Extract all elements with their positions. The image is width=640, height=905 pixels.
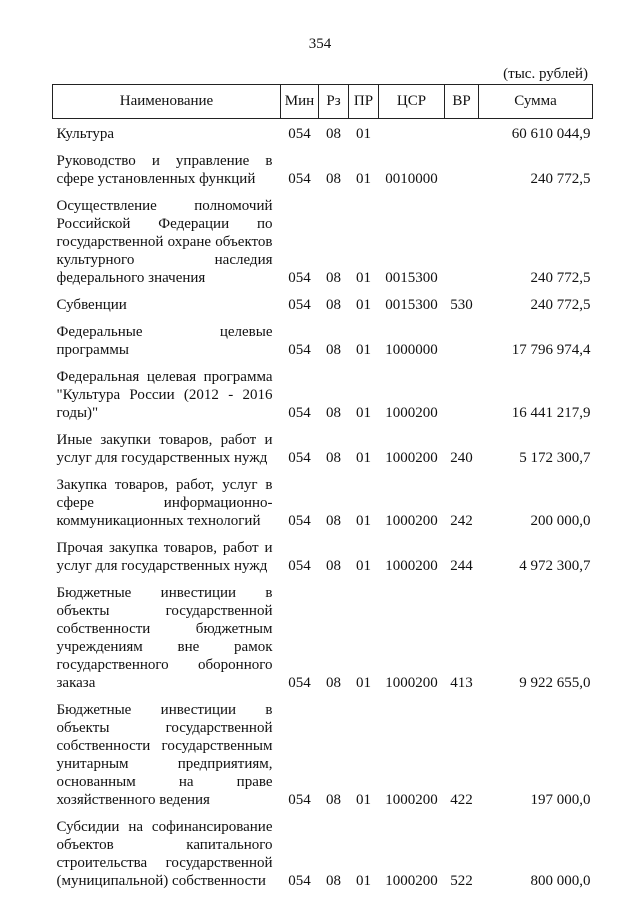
table-row xyxy=(53,584,593,701)
table-row xyxy=(53,431,593,476)
header-row xyxy=(53,85,593,119)
row-min: 054 xyxy=(288,558,311,574)
row-min: 054 xyxy=(288,270,311,286)
units-label: (тыс. рублей) xyxy=(503,66,588,82)
row-csr: 1000200 xyxy=(385,792,438,808)
row-csr: 1000200 xyxy=(385,873,438,889)
row-pr: 01 xyxy=(356,405,371,421)
row-vr xyxy=(445,152,479,197)
row-min: 054 xyxy=(288,675,311,691)
row-pr: 01 xyxy=(356,270,371,286)
table-row xyxy=(53,701,593,818)
row-min: 054 xyxy=(288,450,311,466)
row-csr: 0015300 xyxy=(385,270,438,286)
row-vr: 522 xyxy=(450,873,473,889)
header-rz: Рз xyxy=(319,85,349,119)
row-name: Бюджетные инвестиции в объекты государственной собственности государственным унитарным предприятиям, основанным на праве хозяйственного ведения xyxy=(56,702,273,808)
row-name: Федеральная целевая программа "Культура России (2012 - 2016 годы)" xyxy=(56,369,273,421)
row-rz: 08 xyxy=(326,792,341,808)
row-csr: 1000200 xyxy=(385,558,438,574)
table-row xyxy=(53,818,593,899)
page-number: 354 xyxy=(308,36,332,52)
row-sum: 5 172 300,7 xyxy=(519,450,591,466)
row-sum: 200 000,0 xyxy=(530,513,591,529)
row-sum: 9 922 655,0 xyxy=(519,675,591,691)
row-rz: 08 xyxy=(326,675,341,691)
table-row xyxy=(53,296,593,323)
row-vr xyxy=(445,368,479,431)
row-name: Осуществление полномочий Российской Федерации по государственной охране объектов культурного наследия федерального значения xyxy=(56,198,273,286)
row-min: 054 xyxy=(288,405,311,421)
row-name: Закупка товаров, работ, услуг в сфере информационно-коммуникационных технологий xyxy=(56,477,273,529)
row-rz: 08 xyxy=(326,873,341,889)
row-vr xyxy=(445,323,479,368)
header-vr: ВР xyxy=(445,85,479,119)
row-rz: 08 xyxy=(326,171,341,187)
header-sum: Сумма xyxy=(479,85,593,119)
row-name: Иные закупки товаров, работ и услуг для государственных нужд xyxy=(56,432,273,466)
table-row xyxy=(53,539,593,584)
row-csr: 1000200 xyxy=(385,405,438,421)
table-row xyxy=(53,368,593,431)
row-rz: 08 xyxy=(326,558,341,574)
row-name: Руководство и управление в сфере установленных функций xyxy=(56,153,273,187)
row-pr: 01 xyxy=(356,126,371,142)
row-rz: 08 xyxy=(326,405,341,421)
row-vr: 530 xyxy=(450,297,473,313)
row-name: Федеральные целевые программы xyxy=(56,324,273,358)
row-rz: 08 xyxy=(326,297,341,313)
row-pr: 01 xyxy=(356,513,371,529)
row-csr xyxy=(379,119,445,153)
row-pr: 01 xyxy=(356,675,371,691)
table-row xyxy=(53,152,593,197)
row-vr: 413 xyxy=(450,675,473,691)
table-row xyxy=(53,476,593,539)
row-sum: 240 772,5 xyxy=(530,270,591,286)
row-csr: 0015300 xyxy=(385,297,438,313)
table-row xyxy=(53,197,593,296)
row-csr: 0010000 xyxy=(385,171,438,187)
row-rz: 08 xyxy=(326,270,341,286)
row-min: 054 xyxy=(288,297,311,313)
row-pr: 01 xyxy=(356,450,371,466)
header-pr: ПР xyxy=(349,85,379,119)
row-csr: 1000200 xyxy=(385,675,438,691)
table-row xyxy=(53,323,593,368)
row-pr: 01 xyxy=(356,171,371,187)
row-pr: 01 xyxy=(356,792,371,808)
row-name: Бюджетные инвестиции в объекты государственной собственности бюджетным учреждениям вне рамок государственного оборонного заказа xyxy=(56,585,273,691)
row-sum: 240 772,5 xyxy=(530,297,591,313)
row-min: 054 xyxy=(288,342,311,358)
budget-table xyxy=(52,84,593,899)
row-min: 054 xyxy=(288,792,311,808)
row-sum: 60 610 044,9 xyxy=(511,126,591,142)
row-csr: 1000200 xyxy=(385,450,438,466)
row-pr: 01 xyxy=(356,873,371,889)
row-sum: 4 972 300,7 xyxy=(519,558,591,574)
row-rz: 08 xyxy=(326,342,341,358)
row-name: Субсидии на софинансирование объектов капитального строительства государственной (муниципальной) собственности xyxy=(56,819,273,889)
row-csr: 1000200 xyxy=(385,513,438,529)
row-vr: 242 xyxy=(450,513,473,529)
row-csr: 1000000 xyxy=(385,342,438,358)
row-vr xyxy=(445,119,479,153)
row-min: 054 xyxy=(288,126,311,142)
row-name: Прочая закупка товаров, работ и услуг для государственных нужд xyxy=(56,540,273,574)
row-rz: 08 xyxy=(326,126,341,142)
row-pr: 01 xyxy=(356,297,371,313)
row-sum: 17 796 974,4 xyxy=(511,342,591,358)
row-rz: 08 xyxy=(326,513,341,529)
row-min: 054 xyxy=(288,171,311,187)
row-sum: 16 441 217,9 xyxy=(511,405,591,421)
row-sum: 240 772,5 xyxy=(530,171,591,187)
header-name: Наименование xyxy=(53,85,281,119)
row-min: 054 xyxy=(288,513,311,529)
header-min: Мин xyxy=(281,85,319,119)
row-vr: 422 xyxy=(450,792,473,808)
row-sum: 197 000,0 xyxy=(530,792,591,808)
header-csr: ЦСР xyxy=(379,85,445,119)
row-pr: 01 xyxy=(356,558,371,574)
row-name: Субвенции xyxy=(56,297,127,313)
row-min: 054 xyxy=(288,873,311,889)
row-pr: 01 xyxy=(356,342,371,358)
row-vr xyxy=(445,197,479,296)
row-rz: 08 xyxy=(326,450,341,466)
row-vr: 240 xyxy=(450,450,473,466)
row-vr: 244 xyxy=(450,558,473,574)
table-row xyxy=(53,119,593,153)
row-sum: 800 000,0 xyxy=(530,873,591,889)
row-name: Культура xyxy=(56,126,114,142)
